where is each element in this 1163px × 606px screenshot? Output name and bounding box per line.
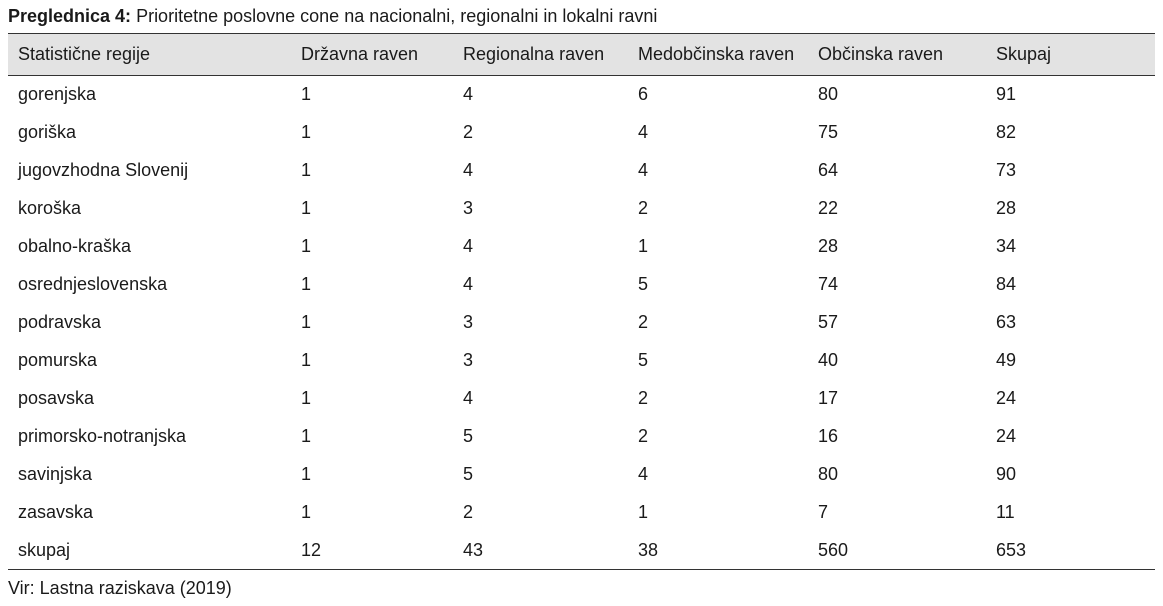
cell-state-level: 1 xyxy=(301,160,312,181)
cell-regional-level: 4 xyxy=(463,274,474,295)
cell-state-level: 1 xyxy=(301,463,312,484)
cell-intermunicipal-level: 5 xyxy=(638,350,649,371)
cell-regional-level: 2 xyxy=(463,501,474,522)
cell-region: pomurska xyxy=(18,350,98,371)
table-body xyxy=(8,76,1155,570)
cell-intermunicipal-level: 2 xyxy=(638,387,649,408)
cell-intermunicipal-level: 2 xyxy=(638,312,649,333)
cell-municipal-level: 22 xyxy=(818,198,839,219)
cell-municipal-level: 40 xyxy=(818,350,839,371)
cell-total: 28 xyxy=(996,198,1017,219)
cell-municipal-level: 28 xyxy=(818,236,839,257)
table-row xyxy=(8,531,1155,569)
table-row xyxy=(8,190,1155,228)
cell-total: 73 xyxy=(996,160,1017,181)
cell-regional-level: 5 xyxy=(463,425,474,446)
cell-total: 82 xyxy=(996,122,1017,143)
cell-municipal-level: 57 xyxy=(818,312,839,333)
column-header-intermunicipal-level: Medobčinska raven xyxy=(638,44,795,64)
cell-municipal-level: 560 xyxy=(818,539,849,560)
cell-regional-level: 43 xyxy=(463,539,484,560)
cell-region: zasavska xyxy=(18,501,94,522)
cell-region: podravska xyxy=(18,312,102,333)
cell-total: 24 xyxy=(996,425,1017,446)
cell-region: osrednjeslovenska xyxy=(18,274,168,295)
cell-total: 24 xyxy=(996,387,1017,408)
column-header-region: Statistične regije xyxy=(18,44,151,64)
cell-regional-level: 2 xyxy=(463,122,474,143)
cell-intermunicipal-level: 6 xyxy=(638,84,649,105)
cell-state-level: 1 xyxy=(301,312,312,333)
cell-region: goriška xyxy=(18,122,77,143)
cell-intermunicipal-level: 5 xyxy=(638,274,649,295)
cell-region: gorenjska xyxy=(18,84,97,105)
cell-municipal-level: 80 xyxy=(818,84,839,105)
cell-total: 90 xyxy=(996,463,1017,484)
cell-municipal-level: 75 xyxy=(818,122,839,143)
cell-intermunicipal-level: 2 xyxy=(638,198,649,219)
cell-state-level: 1 xyxy=(301,122,312,143)
cell-regional-level: 4 xyxy=(463,84,474,105)
cell-regional-level: 4 xyxy=(463,236,474,257)
cell-state-level: 1 xyxy=(301,350,312,371)
cell-intermunicipal-level: 4 xyxy=(638,122,649,143)
cell-state-level: 1 xyxy=(301,425,312,446)
cell-regional-level: 3 xyxy=(463,198,474,219)
cell-state-level: 1 xyxy=(301,501,312,522)
cell-region: koroška xyxy=(18,198,82,219)
cell-state-level: 1 xyxy=(301,198,312,219)
table-source-note: Vir: Lastna raziskava (2019) xyxy=(8,578,232,598)
cell-regional-level: 4 xyxy=(463,160,474,181)
cell-municipal-level: 17 xyxy=(818,387,839,408)
table-row xyxy=(8,266,1155,304)
cell-state-level: 12 xyxy=(301,539,322,560)
cell-state-level: 1 xyxy=(301,274,312,295)
cell-regional-level: 5 xyxy=(463,463,474,484)
table-row xyxy=(8,380,1155,418)
cell-intermunicipal-level: 4 xyxy=(638,160,649,181)
table-row xyxy=(8,152,1155,190)
cell-municipal-level: 74 xyxy=(818,274,839,295)
cell-intermunicipal-level: 2 xyxy=(638,425,649,446)
cell-region: jugovzhodna Slovenij xyxy=(18,160,189,181)
data-table-container xyxy=(8,33,1155,570)
table-row xyxy=(8,417,1155,455)
cell-total: 63 xyxy=(996,312,1017,333)
cell-intermunicipal-level: 38 xyxy=(638,539,659,560)
table-caption xyxy=(8,5,657,27)
cell-total: 84 xyxy=(996,274,1017,295)
table-row xyxy=(8,304,1155,342)
cell-state-level: 1 xyxy=(301,236,312,257)
column-header-total: Skupaj xyxy=(996,44,1052,64)
cell-municipal-level: 64 xyxy=(818,160,839,181)
cell-regional-level: 3 xyxy=(463,350,474,371)
cell-region: skupaj xyxy=(18,539,71,560)
cell-total: 11 xyxy=(996,501,1015,522)
column-header-municipal-level: Občinska raven xyxy=(818,44,944,64)
cell-regional-level: 4 xyxy=(463,387,474,408)
cell-region: savinjska xyxy=(18,463,93,484)
caption-label: Preglednica 4: xyxy=(8,6,132,26)
data-table xyxy=(8,33,1155,570)
cell-total: 653 xyxy=(996,539,1027,560)
cell-intermunicipal-level: 4 xyxy=(638,463,649,484)
caption-text: Prioritetne poslovne cone na nacionalni, regionalni in lokalni ravni xyxy=(136,6,658,26)
table-header-row xyxy=(8,34,1155,76)
cell-state-level: 1 xyxy=(301,387,312,408)
cell-municipal-level: 16 xyxy=(818,425,839,446)
table-row xyxy=(8,493,1155,531)
cell-intermunicipal-level: 1 xyxy=(638,236,649,257)
column-header-state-level: Državna raven xyxy=(301,44,419,64)
cell-state-level: 1 xyxy=(301,84,312,105)
cell-region: obalno-kraška xyxy=(18,236,132,257)
table-row xyxy=(8,455,1155,493)
cell-regional-level: 3 xyxy=(463,312,474,333)
table-row xyxy=(8,342,1155,380)
cell-intermunicipal-level: 1 xyxy=(638,501,649,522)
cell-region: primorsko-notranjska xyxy=(18,425,187,446)
cell-total: 49 xyxy=(996,350,1017,371)
column-header-regional-level: Regionalna raven xyxy=(463,44,605,64)
table-row xyxy=(8,114,1155,152)
cell-total: 34 xyxy=(996,236,1017,257)
cell-region: posavska xyxy=(18,387,95,408)
cell-municipal-level: 7 xyxy=(818,501,829,522)
table-row xyxy=(8,228,1155,266)
table-row xyxy=(8,76,1155,114)
cell-municipal-level: 80 xyxy=(818,463,839,484)
cell-total: 91 xyxy=(996,84,1017,105)
